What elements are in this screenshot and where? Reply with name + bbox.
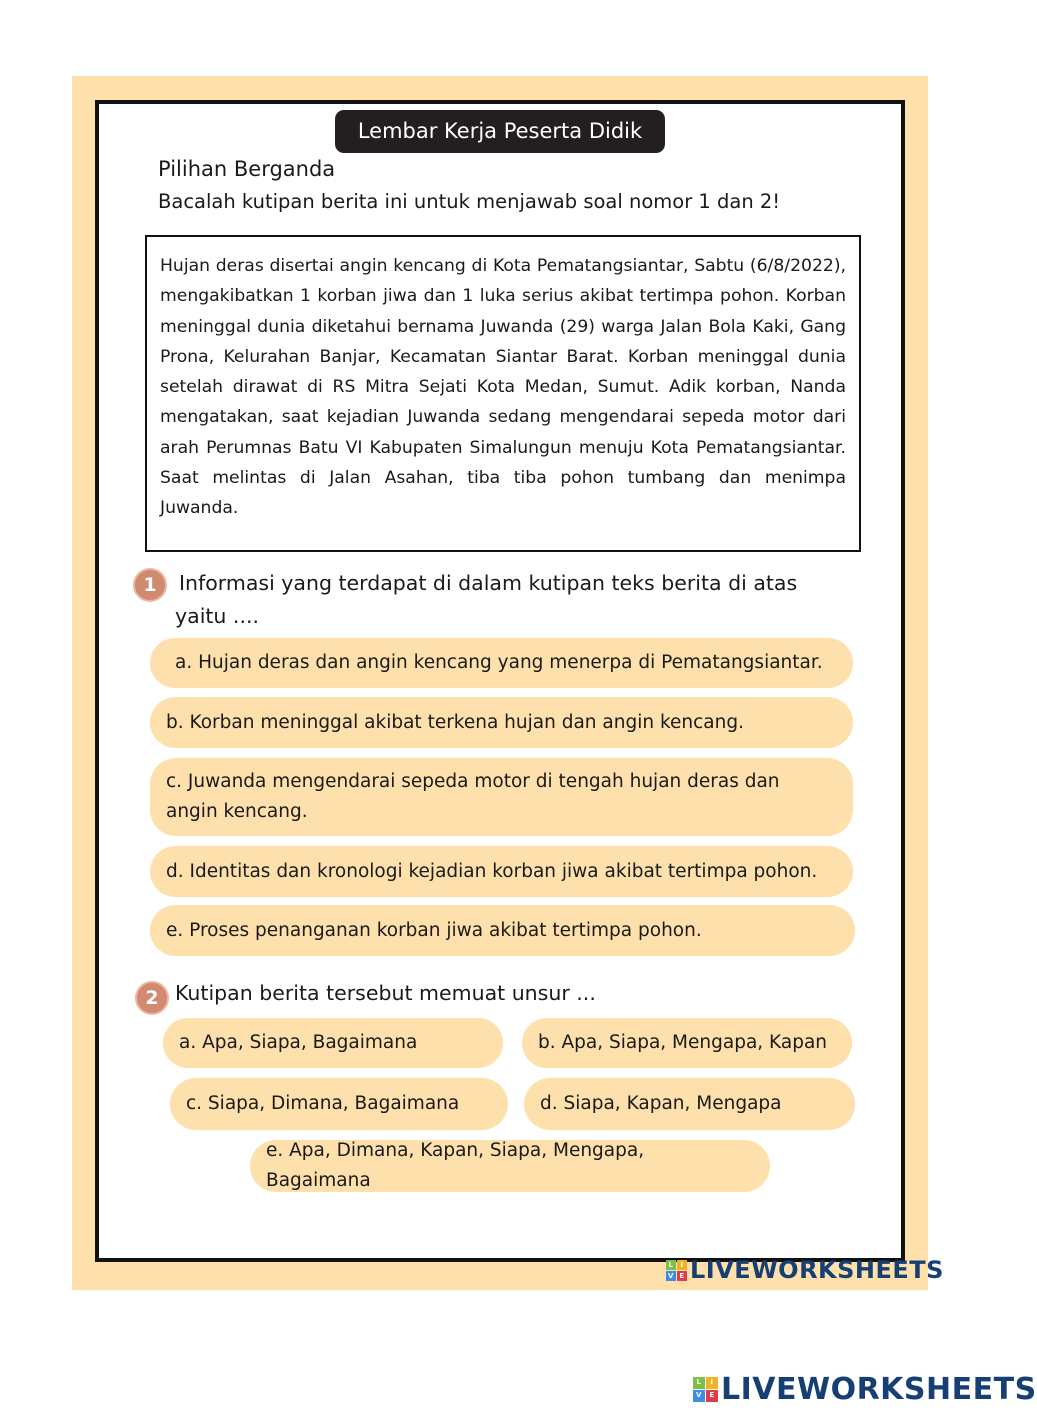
q2-option-a[interactable]: a. Apa, Siapa, Bagaimana (163, 1018, 503, 1068)
q2-option-c[interactable]: c. Siapa, Dimana, Bagaimana (170, 1078, 508, 1130)
q1-option-e[interactable]: e. Proses penanganan korban jiwa akibat tertimpa pohon. (150, 905, 855, 956)
section-title: Pilihan Berganda (158, 157, 336, 181)
logo-cubes-icon (666, 1260, 687, 1281)
news-passage: Hujan deras disertai angin kencang di Kota Pematangsiantar, Sabtu (6/8/2022), mengakibatkan 1 korban jiwa dan 1 luka serius akibat tertimpa pohon. Korban meninggal dunia diketahui bernama Juwanda (29) warga Jalan Bola Kaki, Gang Prona, Kelurahan Banjar, Kecamatan Siantar Barat. Korban meninggal dunia setelah dirawat di RS Mitra Sejati Kota Medan, Sumut. Adik korban, Nanda mengatakan, saat kejadian Juwanda sedang mengendarai sepeda motor dari arah Perumnas Batu VI Kabupaten Simalungun menuju Kota Pematangsiantar. Saat melintas di Jalan Asahan, tiba tiba pohon tumbang dan menimpa Juwanda. (145, 235, 861, 552)
q1-option-a[interactable]: a. Hujan deras dan angin kencang yang menerpa di Pematangsiantar. (150, 638, 853, 688)
page-title: Lembar Kerja Peserta Didik (335, 110, 665, 153)
liveworksheets-logo-footer (693, 1372, 1037, 1407)
cube-i: I (706, 1377, 718, 1389)
logo-cubes-icon (693, 1377, 718, 1402)
liveworksheets-logo-inner (666, 1256, 944, 1284)
instruction: Bacalah kutipan berita ini untuk menjawab soal nomor 1 dan 2! (158, 190, 781, 213)
cube-e: E (677, 1271, 687, 1281)
question-2-text: Kutipan berita tersebut memuat unsur ... (175, 981, 596, 1005)
question-1-text: Informasi yang terdapat di dalam kutipan teks berita di atas yaitu .... (175, 571, 798, 628)
logo-text: LIVEWORKSHEETS (690, 1256, 944, 1284)
q1-option-d[interactable]: d. Identitas dan kronologi kejadian korban jiwa akibat tertimpa pohon. (150, 846, 853, 897)
cube-v: V (666, 1271, 676, 1281)
question-number-2: 2 (135, 981, 169, 1015)
q2-option-d[interactable]: d. Siapa, Kapan, Mengapa (524, 1078, 855, 1130)
cube-v: V (693, 1390, 705, 1402)
logo-text: LIVEWORKSHEETS (721, 1372, 1037, 1407)
question-number-1: 1 (133, 568, 167, 602)
q1-option-c[interactable]: c. Juwanda mengendarai sepeda motor di tengah hujan deras dan angin kencang. (150, 758, 853, 836)
q2-option-e[interactable]: e. Apa, Dimana, Kapan, Siapa, Mengapa, Bagaimana (250, 1140, 770, 1192)
cube-i: I (677, 1260, 687, 1270)
q2-option-b[interactable]: b. Apa, Siapa, Mengapa, Kapan (522, 1018, 852, 1068)
cube-l: L (693, 1377, 705, 1389)
cube-l: L (666, 1260, 676, 1270)
cube-e: E (706, 1390, 718, 1402)
q1-option-b[interactable]: b. Korban meninggal akibat terkena hujan dan angin kencang. (150, 697, 853, 748)
